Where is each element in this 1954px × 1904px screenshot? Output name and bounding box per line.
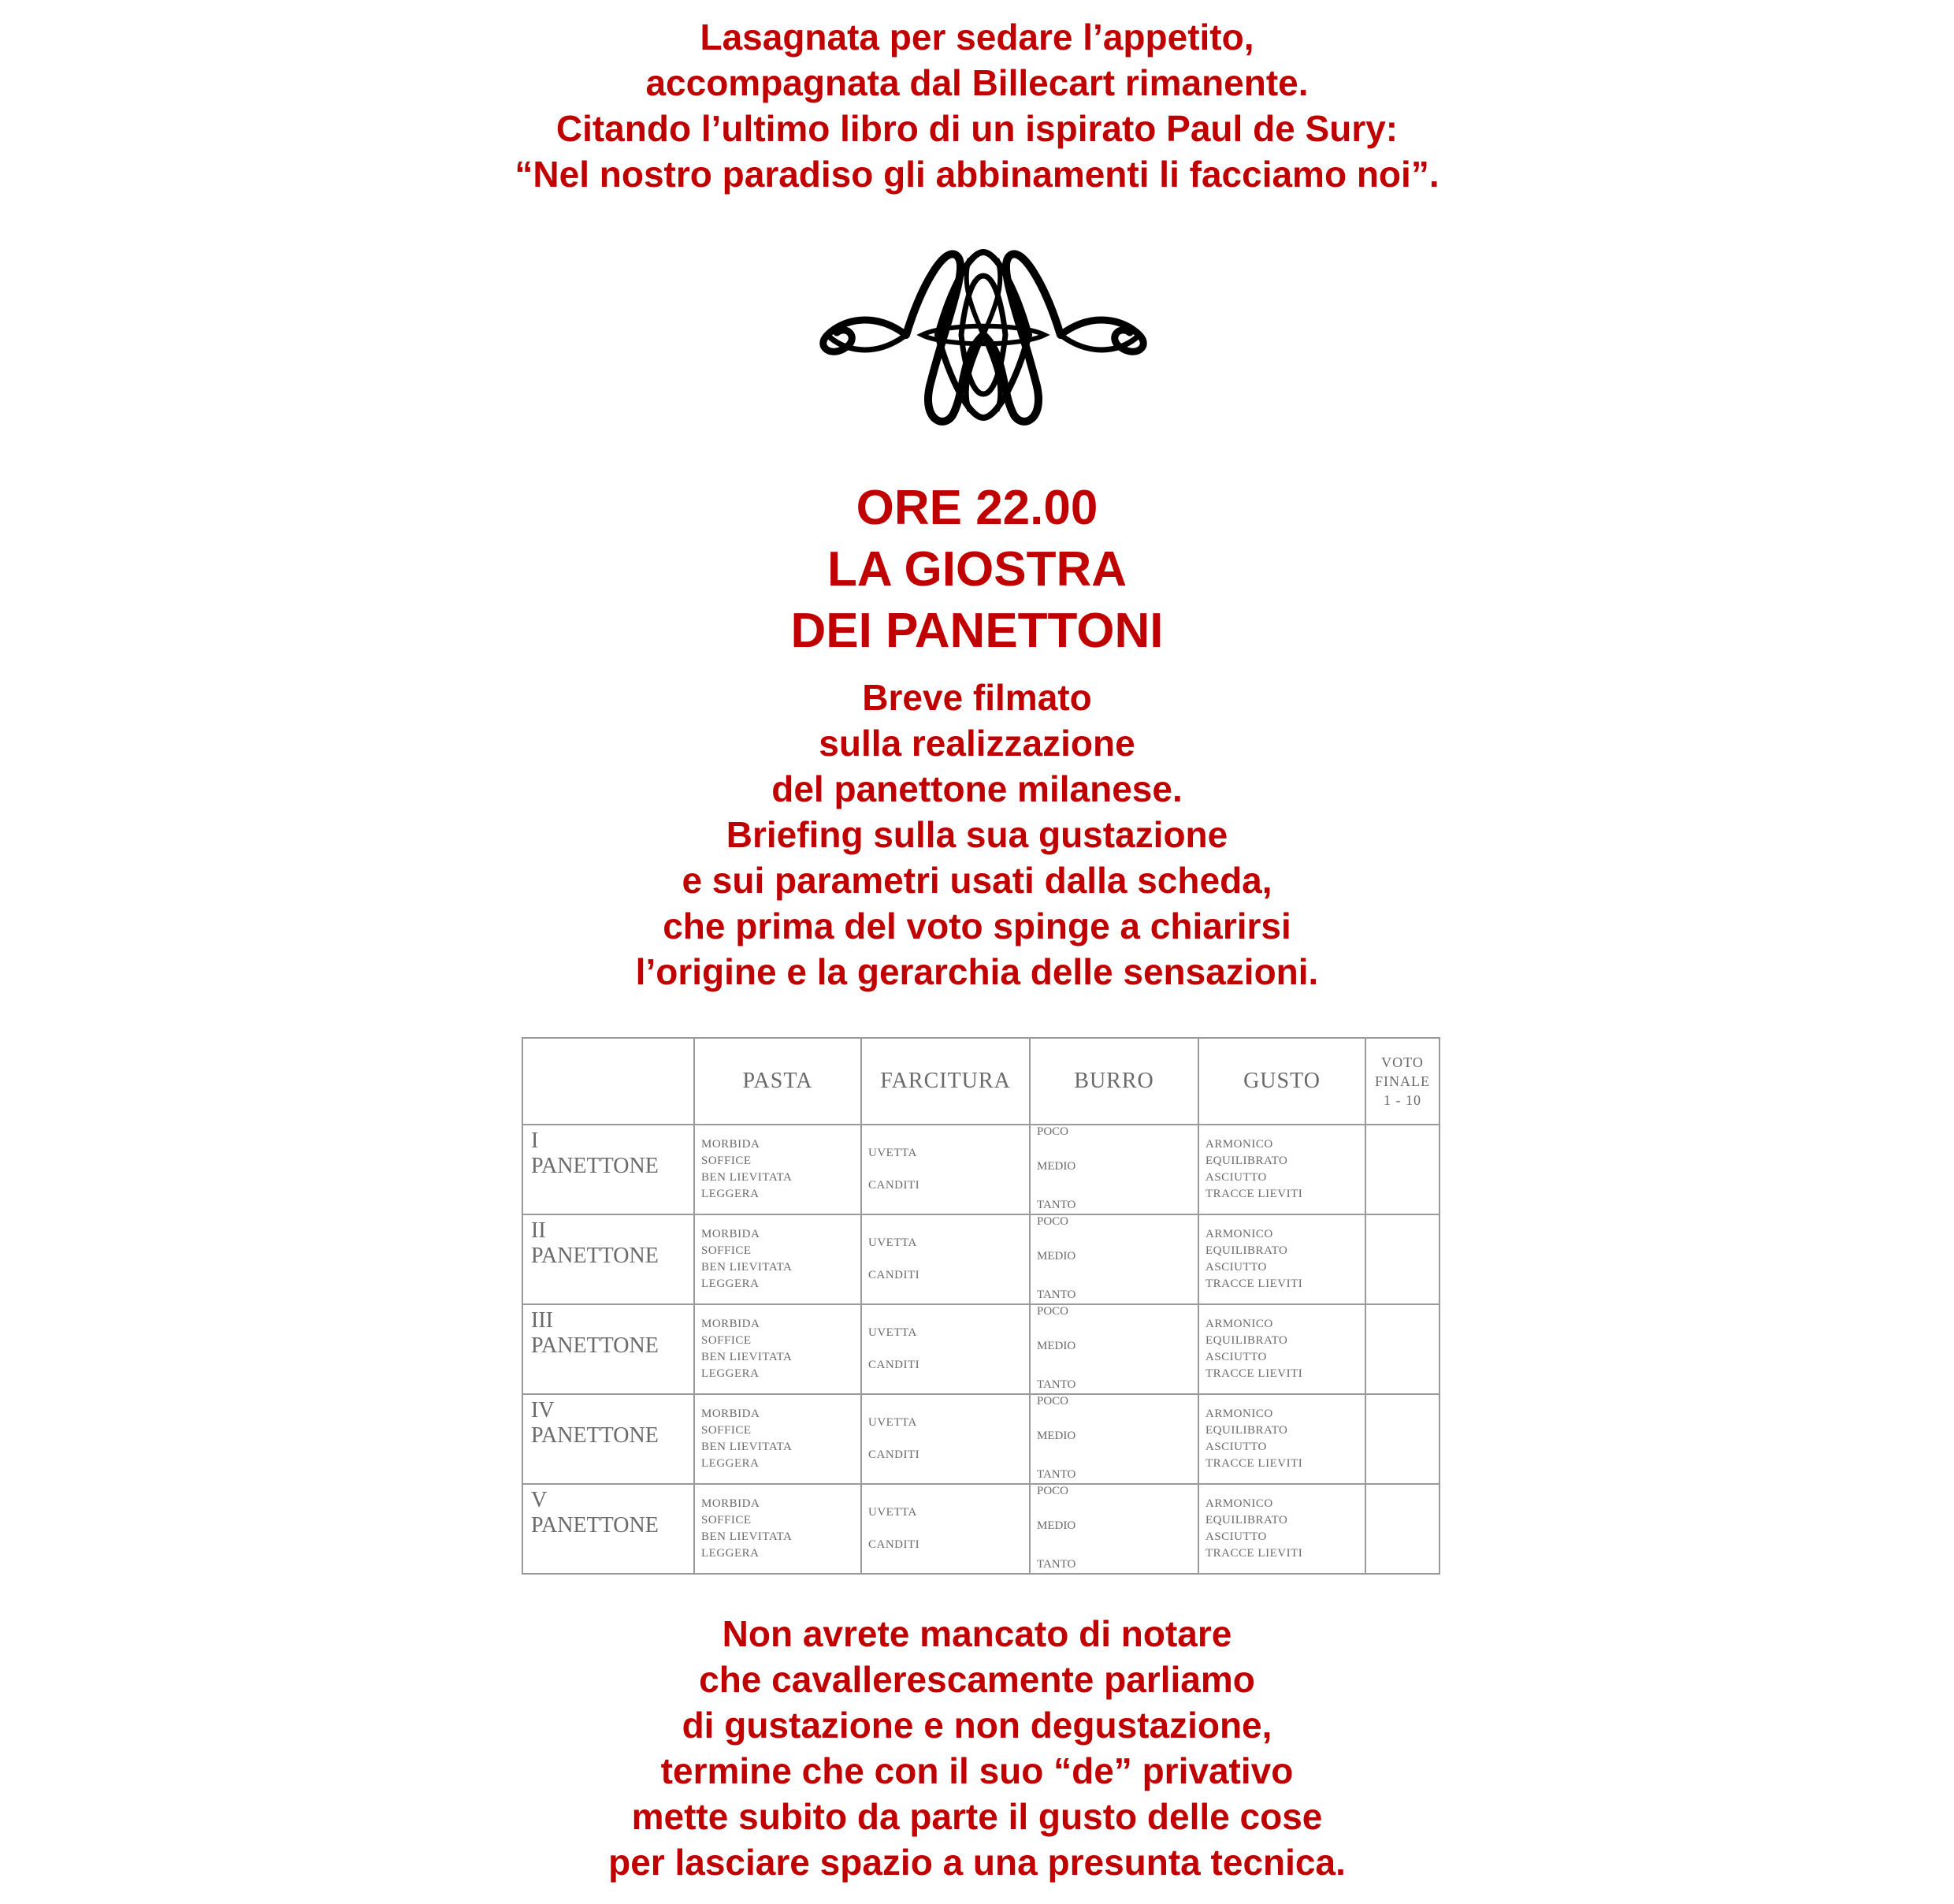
- voto-input-cell: [1365, 1394, 1439, 1484]
- table-row: [522, 1125, 1439, 1214]
- gusto-option: ARMONICO: [1205, 1497, 1273, 1510]
- farcitura-option: CANDITI: [868, 1538, 920, 1551]
- spacer: [868, 1431, 1029, 1447]
- pasta-option: LEGGERA: [701, 1277, 760, 1290]
- heading-line: ORE 22.00: [856, 481, 1098, 535]
- intro-line: “Nel nostro paradiso gli abbinamenti li facciamo noi”.: [515, 154, 1439, 195]
- header-gusto: GUSTO: [1198, 1038, 1365, 1125]
- gusto-option: ASCIUTTO: [1205, 1441, 1267, 1453]
- gusto-options: [1198, 1484, 1365, 1574]
- intro-line: Lasagnata per sedare l’appetito,: [700, 17, 1254, 58]
- burro-option: POCO: [1037, 1305, 1069, 1318]
- closing-line: Non avrete mancato di notare: [722, 1613, 1232, 1654]
- voto-input-cell: [1365, 1304, 1439, 1394]
- gusto-option: ASCIUTTO: [1205, 1261, 1267, 1274]
- gusto-option: ARMONICO: [1205, 1138, 1273, 1151]
- gusto-option: ARMONICO: [1205, 1408, 1273, 1420]
- pasta-options: [694, 1484, 861, 1574]
- gusto-option: TRACCE LIEVITI: [1205, 1457, 1303, 1470]
- gusto-options: [1198, 1304, 1365, 1394]
- burro-option: MEDIO: [1037, 1250, 1076, 1263]
- heading-line: DEI PANETTONI: [790, 604, 1164, 658]
- description-text: [0, 675, 1954, 995]
- gusto-option: TRACCE LIEVITI: [1205, 1367, 1303, 1380]
- burro-option: POCO: [1037, 1485, 1069, 1497]
- closing-line: mette subito da parte il gusto delle cose: [631, 1796, 1323, 1837]
- burro-option: POCO: [1037, 1395, 1069, 1408]
- burro-options: [1030, 1304, 1198, 1394]
- pasta-option: LEGGERA: [701, 1367, 760, 1380]
- description-line: l’origine e la gerarchia delle sensazioni.: [635, 951, 1319, 992]
- farcitura-option: CANDITI: [868, 1179, 920, 1192]
- gusto-option: TRACCE LIEVITI: [1205, 1277, 1303, 1290]
- gusto-option: ARMONICO: [1205, 1228, 1273, 1240]
- pasta-option: MORBIDA: [701, 1138, 760, 1151]
- panettone-number: V: [531, 1488, 548, 1512]
- description-line: sulla realizzazione: [819, 723, 1135, 764]
- pasta-option: BEN LIEVITATA: [701, 1441, 793, 1453]
- gusto-options: [1198, 1214, 1365, 1304]
- panettone-name: PANETTONE: [531, 1244, 659, 1268]
- table-row: [522, 1484, 1439, 1574]
- burro-option: MEDIO: [1037, 1160, 1076, 1173]
- corner-cell: [522, 1038, 694, 1125]
- farcitura-options: [861, 1304, 1030, 1394]
- gusto-option: EQUILIBRATO: [1205, 1424, 1288, 1437]
- pasta-option: BEN LIEVITATA: [701, 1171, 793, 1184]
- panettone-label: [522, 1125, 694, 1214]
- burro-option: TANTO: [1037, 1378, 1076, 1391]
- closing-line: per lasciare spazio a una presunta tecnica.: [608, 1842, 1346, 1883]
- farcitura-option: CANDITI: [868, 1448, 920, 1461]
- pasta-option: MORBIDA: [701, 1408, 760, 1420]
- description-line: Breve filmato: [862, 677, 1092, 718]
- pasta-option: SOFFICE: [701, 1155, 752, 1167]
- burro-options: [1030, 1484, 1198, 1574]
- description-line: che prima del voto spinge a chiarirsi: [663, 906, 1291, 946]
- pasta-option: BEN LIEVITATA: [701, 1530, 793, 1543]
- panettone-number: I: [531, 1129, 539, 1153]
- pasta-option: MORBIDA: [701, 1318, 760, 1330]
- closing-line: termine che con il suo “de” privativo: [660, 1750, 1294, 1791]
- header-farcitura: FARCITURA: [861, 1038, 1030, 1125]
- burro-options: [1030, 1214, 1198, 1304]
- gusto-option: EQUILIBRATO: [1205, 1514, 1288, 1527]
- spacer: [868, 1341, 1029, 1357]
- pasta-option: SOFFICE: [701, 1244, 752, 1257]
- gusto-option: TRACCE LIEVITI: [1205, 1188, 1303, 1200]
- intro-text: [0, 14, 1954, 197]
- panettone-name: PANETTONE: [531, 1154, 659, 1178]
- closing-line: di gustazione e non degustazione,: [682, 1705, 1272, 1746]
- gusto-option: EQUILIBRATO: [1205, 1155, 1288, 1167]
- pasta-options: [694, 1304, 861, 1394]
- gusto-option: EQUILIBRATO: [1205, 1244, 1288, 1257]
- farcitura-options: [861, 1394, 1030, 1484]
- range-label: 1 - 10: [1384, 1092, 1421, 1108]
- pasta-option: SOFFICE: [701, 1514, 752, 1527]
- burro-option: POCO: [1037, 1215, 1069, 1228]
- panettone-name: PANETTONE: [531, 1333, 659, 1358]
- gusto-option: TRACCE LIEVITI: [1205, 1547, 1303, 1560]
- voto-input-cell: [1365, 1484, 1439, 1574]
- pasta-option: LEGGERA: [701, 1188, 760, 1200]
- finale-label: FINALE: [1375, 1073, 1430, 1089]
- tasting-score-table: [522, 1037, 1440, 1575]
- gusto-option: ASCIUTTO: [1205, 1171, 1267, 1184]
- burro-options: [1030, 1394, 1198, 1484]
- burro-option: MEDIO: [1037, 1340, 1076, 1352]
- burro-option: MEDIO: [1037, 1519, 1076, 1532]
- closing-text: [0, 1611, 1954, 1885]
- panettone-label: [522, 1214, 694, 1304]
- farcitura-options: [861, 1484, 1030, 1574]
- spacer: [868, 1162, 1029, 1177]
- pasta-option: LEGGERA: [701, 1457, 760, 1470]
- farcitura-option: UVETTA: [868, 1326, 917, 1339]
- burro-options: [1030, 1125, 1198, 1214]
- burro-option: TANTO: [1037, 1558, 1076, 1571]
- farcitura-option: CANDITI: [868, 1269, 920, 1281]
- pasta-option: LEGGERA: [701, 1547, 760, 1560]
- voto-input-cell: [1365, 1125, 1439, 1214]
- panettone-name: PANETTONE: [531, 1423, 659, 1448]
- pasta-option: BEN LIEVITATA: [701, 1261, 793, 1274]
- closing-line: che cavallerescamente parliamo: [699, 1659, 1255, 1700]
- panettone-number: IV: [531, 1398, 555, 1422]
- voto-input-cell: [1365, 1214, 1439, 1304]
- farcitura-option: CANDITI: [868, 1359, 920, 1371]
- heading-line: LA GIOSTRA: [827, 542, 1127, 597]
- pasta-option: SOFFICE: [701, 1334, 752, 1347]
- pasta-options: [694, 1214, 861, 1304]
- header-burro: BURRO: [1030, 1038, 1198, 1125]
- pasta-option: SOFFICE: [701, 1424, 752, 1437]
- intro-line: accompagnata dal Billecart rimanente.: [645, 62, 1309, 103]
- gusto-option: ARMONICO: [1205, 1318, 1273, 1330]
- description-line: Briefing sulla sua gustazione: [726, 814, 1228, 855]
- farcitura-option: UVETTA: [868, 1506, 917, 1519]
- gusto-options: [1198, 1394, 1365, 1484]
- farcitura-option: UVETTA: [868, 1416, 917, 1429]
- pasta-option: MORBIDA: [701, 1228, 760, 1240]
- farcitura-options: [861, 1125, 1030, 1214]
- table-row: [522, 1304, 1439, 1394]
- gusto-options: [1198, 1125, 1365, 1214]
- intro-line: Citando l’ultimo libro di un ispirato Paul de Sury:: [555, 108, 1399, 149]
- panettone-label: [522, 1304, 694, 1394]
- table-header-row: [522, 1038, 1439, 1125]
- burro-option: TANTO: [1037, 1199, 1076, 1211]
- burro-option: MEDIO: [1037, 1430, 1076, 1442]
- farcitura-options: [861, 1214, 1030, 1304]
- pasta-options: [694, 1394, 861, 1484]
- spacer: [868, 1251, 1029, 1267]
- panettone-number: III: [531, 1308, 553, 1333]
- panettone-name: PANETTONE: [531, 1513, 659, 1538]
- panettone-label: [522, 1484, 694, 1574]
- table-row: [522, 1394, 1439, 1484]
- farcitura-option: UVETTA: [868, 1147, 917, 1159]
- table-row: [522, 1214, 1439, 1304]
- description-line: e sui parametri usati dalla scheda,: [682, 860, 1272, 901]
- gusto-option: ASCIUTTO: [1205, 1530, 1267, 1543]
- calligraphic-flourish-icon: [812, 236, 1155, 433]
- description-line: del panettone milanese.: [771, 768, 1183, 809]
- event-heading: [0, 478, 1954, 662]
- pasta-options: [694, 1125, 861, 1214]
- burro-option: TANTO: [1037, 1289, 1076, 1301]
- header-voto-finale: [1365, 1038, 1439, 1125]
- pasta-option: MORBIDA: [701, 1497, 760, 1510]
- spacer: [868, 1521, 1029, 1537]
- gusto-option: EQUILIBRATO: [1205, 1334, 1288, 1347]
- burro-option: TANTO: [1037, 1468, 1076, 1481]
- panettone-label: [522, 1394, 694, 1484]
- burro-option: POCO: [1037, 1125, 1069, 1138]
- pasta-option: BEN LIEVITATA: [701, 1351, 793, 1363]
- gusto-option: ASCIUTTO: [1205, 1351, 1267, 1363]
- farcitura-option: UVETTA: [868, 1236, 917, 1249]
- header-pasta: PASTA: [694, 1038, 861, 1125]
- voto-label: VOTO: [1381, 1054, 1424, 1070]
- panettone-number: II: [531, 1218, 546, 1243]
